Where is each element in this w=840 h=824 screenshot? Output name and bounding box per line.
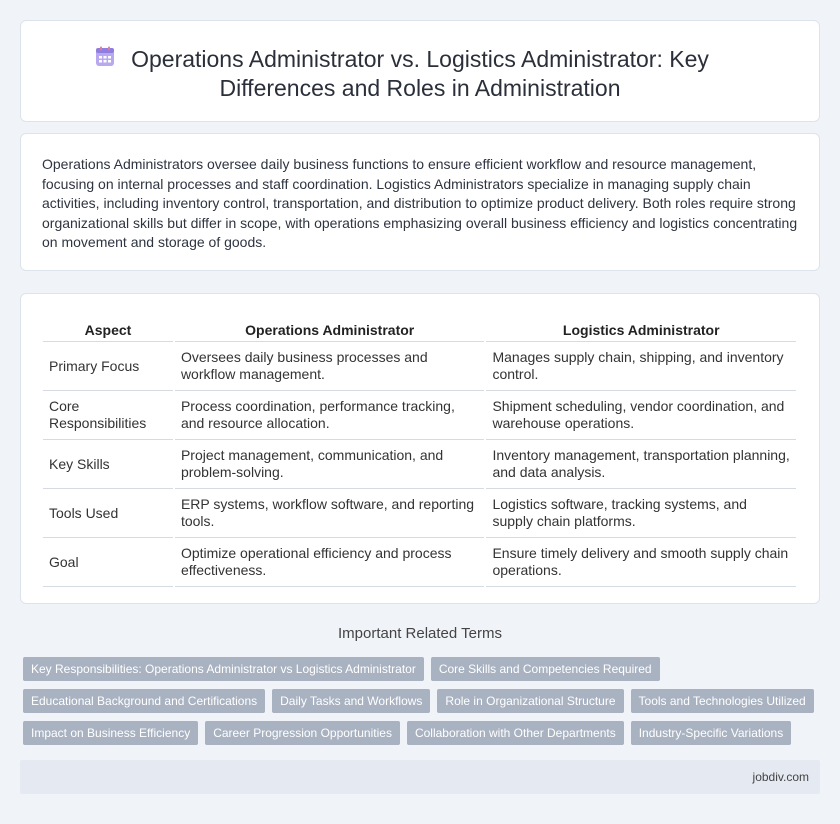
table-header-row bbox=[43, 314, 796, 342]
cell-operations: Oversees daily business processes and workflow management. bbox=[175, 342, 485, 391]
cell-aspect: Goal bbox=[43, 538, 173, 587]
cell-operations: Optimize operational efficiency and process effectiveness. bbox=[175, 538, 485, 587]
page-title: Operations Administrator vs. Logistics Administrator: Key Differences and Roles in Administration bbox=[131, 46, 709, 101]
column-header-logistics: Logistics Administrator bbox=[486, 314, 796, 342]
related-terms-title: Important Related Terms bbox=[338, 625, 502, 642]
related-terms-list bbox=[23, 657, 823, 753]
cell-operations: ERP systems, workflow software, and reporting tools. bbox=[175, 489, 485, 538]
related-term-tag[interactable]: Industry-Specific Variations bbox=[631, 721, 792, 745]
related-term-tag[interactable]: Tools and Technologies Utilized bbox=[631, 689, 814, 713]
cell-operations: Project management, communication, and problem-solving. bbox=[175, 440, 485, 489]
cell-aspect: Key Skills bbox=[43, 440, 173, 489]
footer-site-link[interactable]: jobdiv.com bbox=[752, 770, 809, 784]
related-term-tag[interactable]: Collaboration with Other Departments bbox=[407, 721, 624, 745]
table-row bbox=[43, 538, 796, 587]
intro-card bbox=[20, 133, 820, 271]
cell-logistics: Inventory management, transportation planning, and data analysis. bbox=[486, 440, 796, 489]
column-header-operations: Operations Administrator bbox=[175, 314, 485, 342]
table-row bbox=[43, 391, 796, 440]
cell-aspect: Tools Used bbox=[43, 489, 173, 538]
related-term-tag[interactable]: Educational Background and Certifications bbox=[23, 689, 265, 713]
related-term-tag[interactable]: Role in Organizational Structure bbox=[437, 689, 623, 713]
table-row bbox=[43, 440, 796, 489]
cell-logistics: Ensure timely delivery and smooth supply chain operations. bbox=[486, 538, 796, 587]
comparison-table bbox=[41, 314, 798, 587]
cell-logistics: Manages supply chain, shipping, and inventory control. bbox=[486, 342, 796, 391]
related-term-tag[interactable]: Key Responsibilities: Operations Administrator vs Logistics Administrator bbox=[23, 657, 424, 681]
related-term-tag[interactable]: Career Progression Opportunities bbox=[205, 721, 400, 745]
cell-logistics: Logistics software, tracking systems, and supply chain platforms. bbox=[486, 489, 796, 538]
related-term-tag[interactable]: Core Skills and Competencies Required bbox=[431, 657, 660, 681]
header-card bbox=[20, 20, 820, 122]
related-term-tag[interactable]: Daily Tasks and Workflows bbox=[272, 689, 430, 713]
cell-aspect: Primary Focus bbox=[43, 342, 173, 391]
comparison-card bbox=[20, 293, 820, 604]
table-row bbox=[43, 489, 796, 538]
intro-paragraph: Operations Administrators oversee daily business functions to ensure efficient workflow and resource management, focusing on internal processes and staff coordination. Logistics Administrators specialize in managing supply chain activities, including inventory control, transportation, and distribution to optimize product delivery. Both roles require strong organizational skills but differ in scope, with operations emphasizing overall business efficiency and logistics concentrating on movement and storage of goods. bbox=[42, 156, 798, 250]
table-row bbox=[43, 342, 796, 391]
footer-bar bbox=[20, 760, 820, 794]
related-term-tag[interactable]: Impact on Business Efficiency bbox=[23, 721, 198, 745]
cell-logistics: Shipment scheduling, vendor coordination, and warehouse operations. bbox=[486, 391, 796, 440]
cell-aspect: Core Responsibilities bbox=[43, 391, 173, 440]
column-header-aspect: Aspect bbox=[43, 314, 173, 342]
cell-operations: Process coordination, performance tracking, and resource allocation. bbox=[175, 391, 485, 440]
